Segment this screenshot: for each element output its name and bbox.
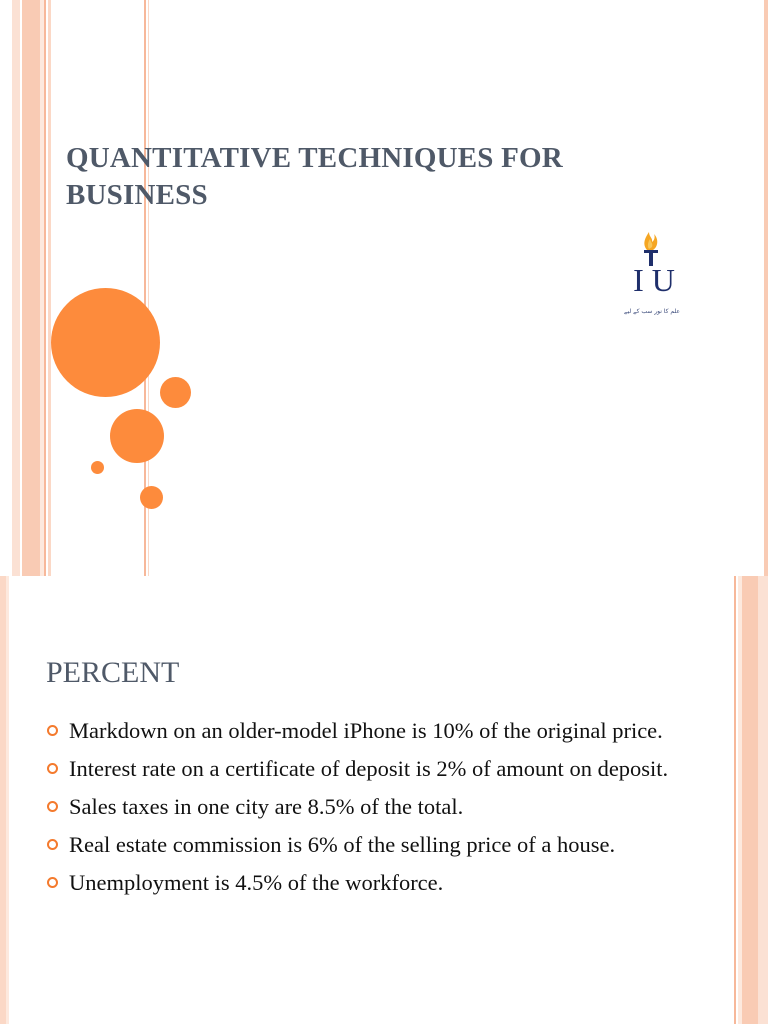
title-line-2: BUSINESS [66, 179, 208, 211]
bullet-text: Sales taxes in one city are 8.5% of the total. [69, 794, 464, 819]
ring-bullet-icon [47, 839, 58, 850]
ring-bullet-icon [47, 801, 58, 812]
torch-flame-icon [616, 226, 686, 266]
bullet-text: Interest rate on a certificate of deposit is 2% of amount on deposit. [69, 756, 669, 781]
decor-circle-small [140, 486, 163, 509]
ring-bullet-icon [47, 725, 58, 736]
logo-letters: I U [633, 262, 675, 298]
slide-heading: PERCENT [46, 656, 180, 689]
title-line-1: QUANTITATIVE TECHNIQUES FOR [66, 142, 563, 174]
ring-bullet-icon [47, 877, 58, 888]
decor-circle-large [51, 288, 160, 397]
decor-stripe [742, 576, 758, 1024]
decor-stripe [12, 0, 20, 576]
bullet-text: Markdown on an older-model iPhone is 10% of the original price. [69, 718, 663, 743]
decor-stripe [734, 576, 736, 1024]
percent-slide [0, 576, 768, 1024]
decor-circle-tiny [91, 461, 104, 474]
decor-circle-medium [110, 409, 164, 463]
decor-stripe [6, 576, 9, 1024]
slide-title [66, 140, 666, 214]
decor-stripe [22, 0, 40, 576]
ring-bullet-icon [47, 763, 58, 774]
list-item [46, 716, 686, 746]
decor-stripe [44, 0, 46, 576]
logo-tagline: علم کا نور سب کے لیے [624, 308, 680, 315]
bullet-text: Real estate commission is 6% of the selling price of a house. [69, 832, 616, 857]
decor-stripe [764, 0, 768, 576]
university-logo [616, 226, 686, 326]
bullet-list [46, 716, 686, 906]
decor-stripe [48, 0, 51, 576]
decor-circle-small [160, 377, 191, 408]
list-item [46, 754, 686, 784]
bullet-text: Unemployment is 4.5% of the workforce. [69, 870, 444, 895]
list-item [46, 830, 686, 860]
list-item [46, 868, 686, 898]
decor-stripe [758, 576, 768, 1024]
list-item [46, 792, 686, 822]
